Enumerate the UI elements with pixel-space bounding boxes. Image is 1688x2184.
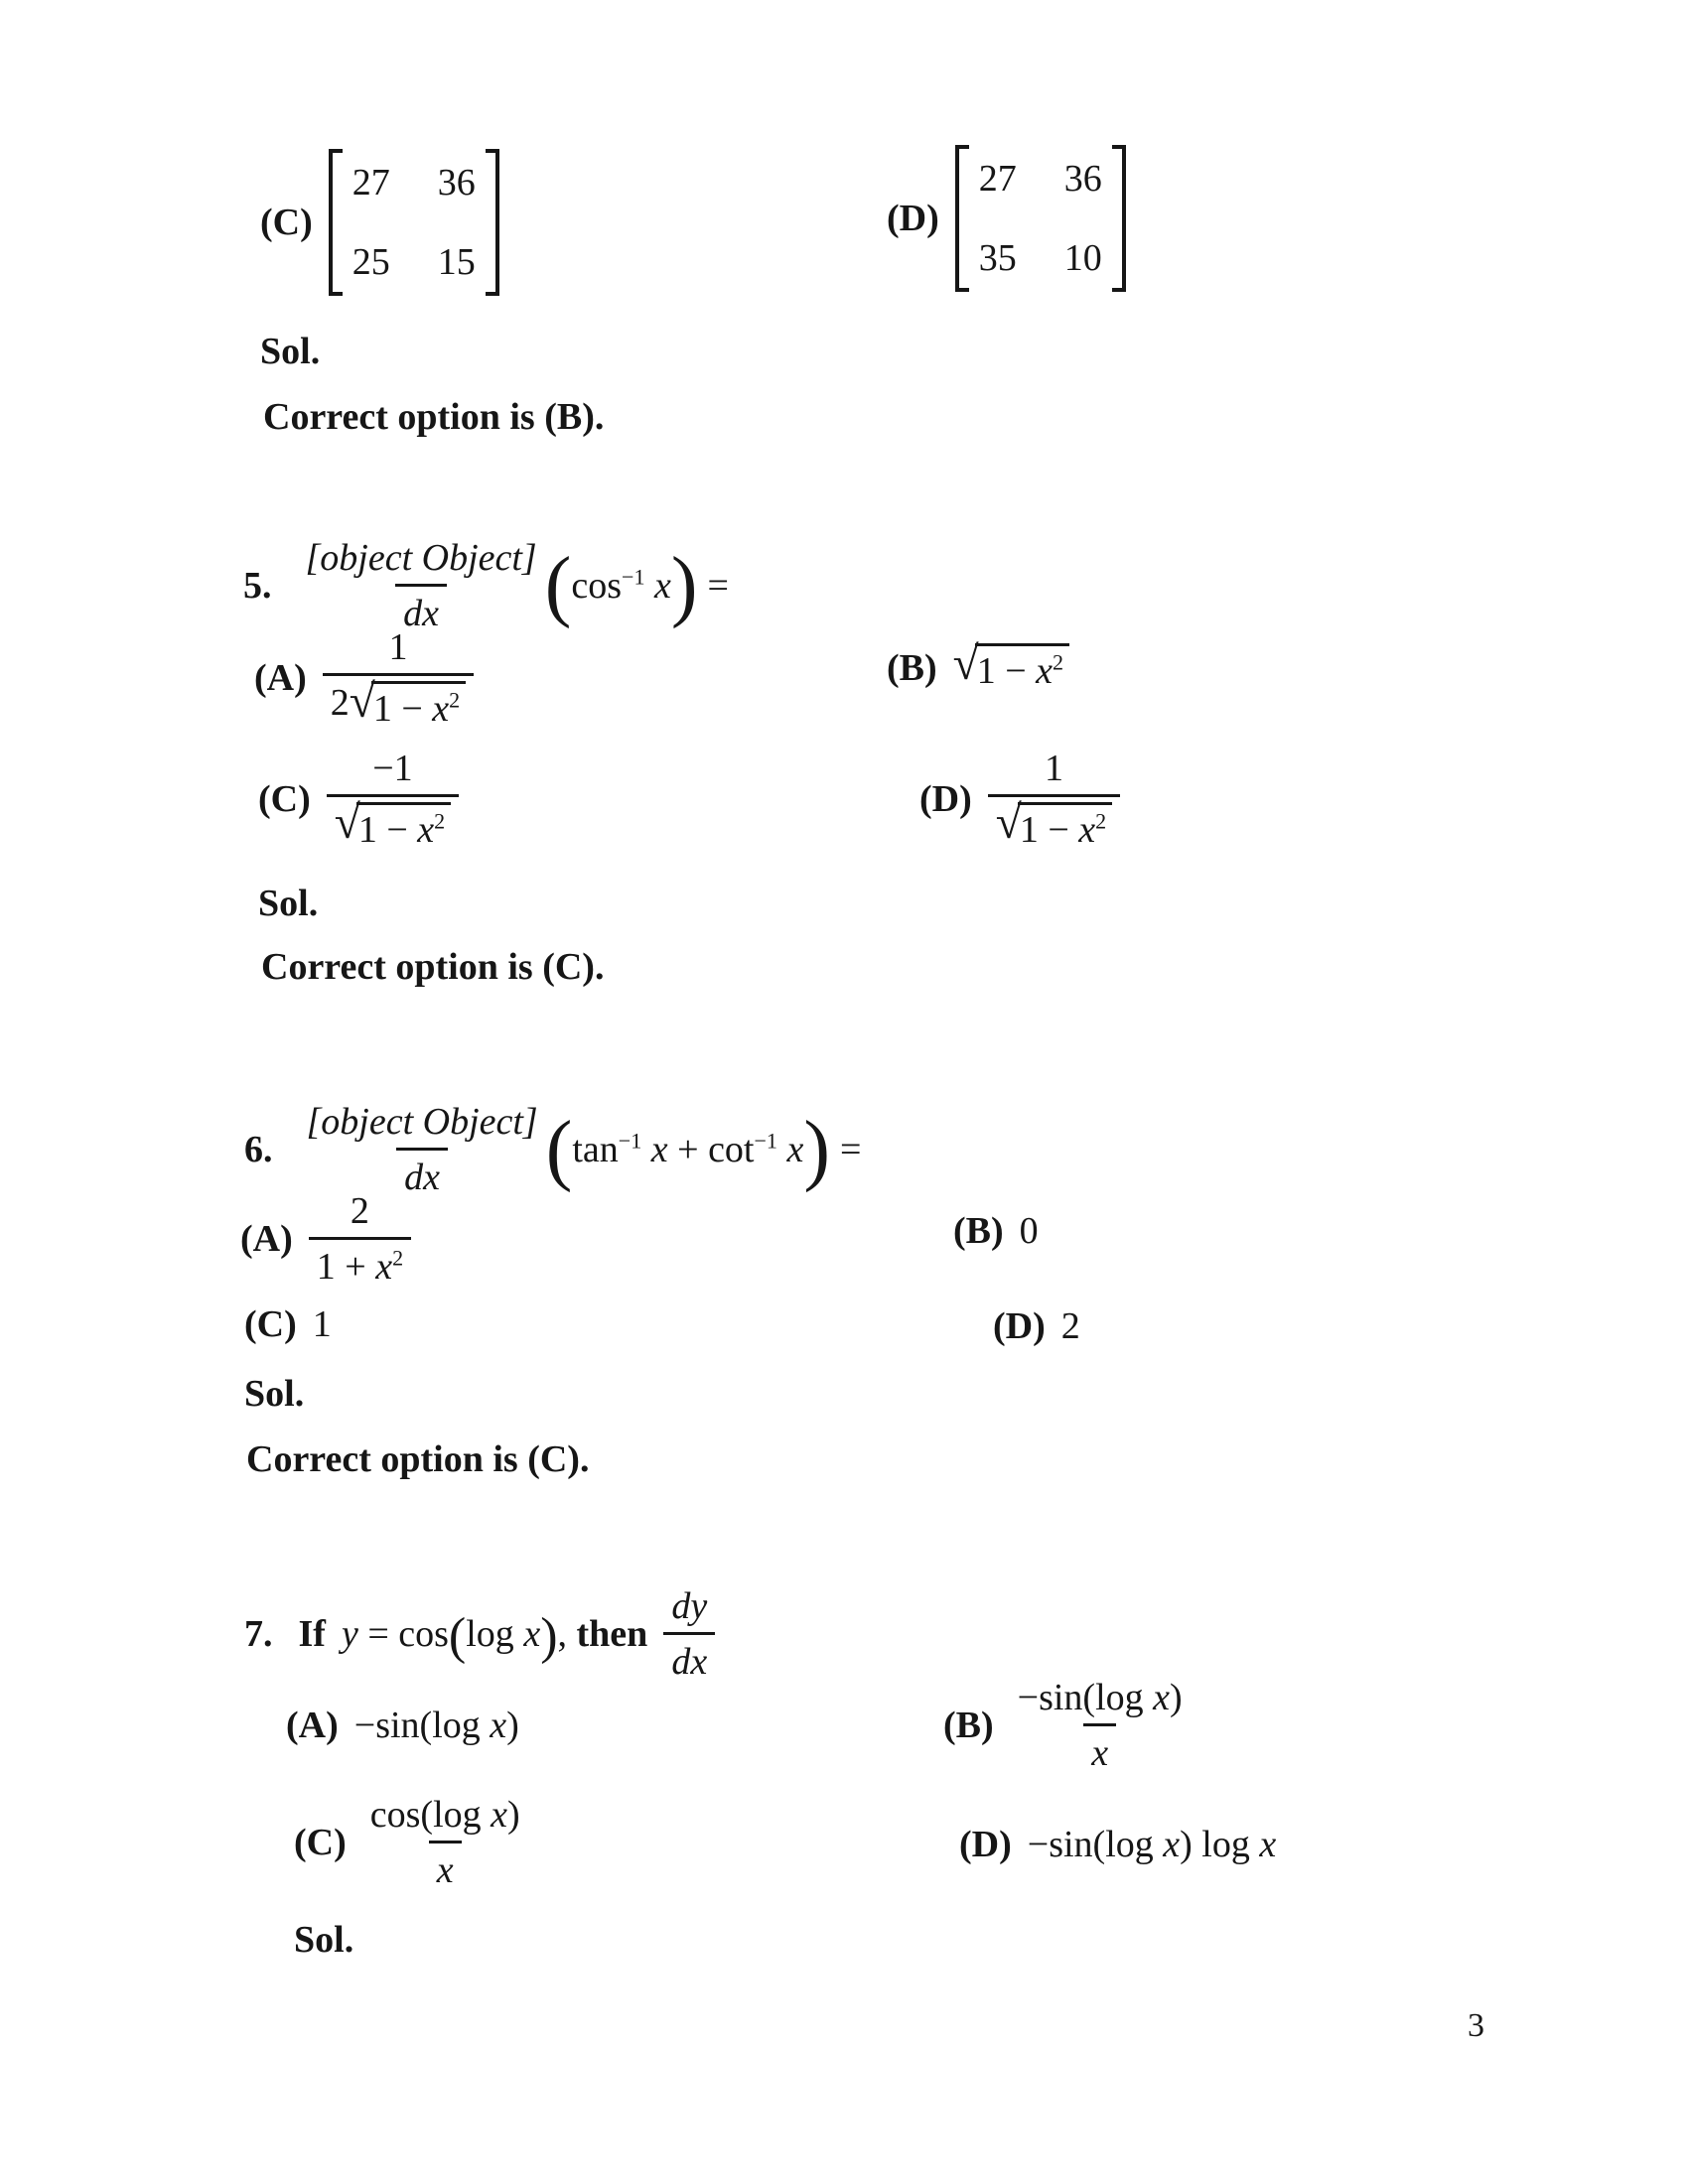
matrix-left-bracket [329,149,343,296]
matrix-cell: 27 [352,162,390,204]
variable-x: x [523,1613,541,1655]
page-number: 3 [1468,2007,1484,2044]
matrix-left-bracket [955,145,969,292]
solution-label: Sol. [244,1373,305,1415]
ddx-fraction [298,536,545,635]
radical-icon: √ [995,797,1022,849]
option-label: (D) [993,1305,1046,1347]
option-label: (B) [953,1210,1004,1252]
matrix-right-bracket [486,149,499,296]
then-word: then [576,1613,648,1655]
variable: x [491,1794,508,1836]
square-root [952,638,1069,693]
numerator: [object Object] [306,1101,538,1143]
expression-text: −sin(log [1017,1677,1144,1718]
option-label: (A) [254,657,307,699]
radical-icon: √ [334,797,360,849]
option-value: 2 [1060,1305,1080,1347]
q7-option-d [959,1823,1276,1866]
numerator: [object Object] [305,537,537,579]
question-number: 5. [243,565,272,607]
option-label: (C) [258,778,311,820]
square-root [334,797,451,852]
radicand-exp: 2 [1095,808,1107,834]
expression-text: cos(log [369,1794,482,1836]
answer-text: Correct option is (B). [263,396,605,438]
radical-icon: √ [349,676,375,728]
numerator: 1 [388,626,408,668]
function-name: cos [398,1613,449,1655]
radicand-text: 1 − [1019,809,1069,851]
denominator: dx [395,584,447,635]
equals-sign: = [367,1613,389,1655]
q6-option-b [953,1209,1039,1253]
square-root [995,797,1112,852]
option-label: (D) [959,1824,1012,1865]
expression: y = cos(log x), then [341,1608,648,1666]
variable: x [650,1129,668,1170]
comma: , [557,1613,568,1655]
matrix-cell: 15 [437,241,476,283]
matrix-right-bracket [1112,145,1126,292]
q5-option-d [919,747,1120,852]
denominator: x [429,1841,462,1892]
expression [571,564,670,608]
matrix-grid [343,149,486,296]
answer-text: Correct option is (C). [261,946,605,988]
q5-option-b [887,638,1069,693]
fraction [323,625,474,731]
variable: x [653,565,671,607]
solution-label: Sol. [258,883,319,924]
prev-option-d [887,145,1126,292]
option-label: (C) [294,1822,347,1863]
denominator [323,673,474,731]
variable: x [1153,1677,1171,1718]
fraction [988,747,1120,852]
option-label: (D) [919,778,972,820]
exponent: −1 [754,1128,777,1154]
solution-label: Sol. [294,1919,354,1961]
q7-stem [244,1584,715,1684]
exponent: −1 [618,1128,642,1154]
radical-icon: √ [952,638,979,690]
q7-option-a [286,1704,519,1747]
ddx-fraction [299,1100,546,1199]
radicand-var: x [1078,809,1096,851]
variable-y: y [341,1613,358,1655]
denominator-text: 1 + [316,1246,366,1288]
radicand [1018,802,1112,852]
numerator: 2 [350,1190,369,1232]
option-label: (A) [240,1218,293,1260]
radicand [975,643,1069,693]
radicand-exp: 2 [434,808,446,834]
expression-text: −sin(log [1027,1824,1154,1865]
option-label: (B) [887,647,937,689]
prev-option-c [260,149,499,296]
matrix-cell: 36 [437,162,476,204]
expression [572,1128,803,1171]
radicand-text: 1 − [357,809,408,851]
numerator [362,1793,528,1841]
option-label: (D) [887,198,939,239]
numerator: dy [671,1585,708,1627]
denominator-exp: 2 [392,1245,404,1271]
denominator-var: x [375,1246,393,1288]
q6-option-d [993,1304,1080,1348]
numerator: −1 [372,748,413,789]
denominator: x [1083,1723,1116,1775]
equals-sign: = [707,565,729,607]
numerator [1010,1676,1191,1723]
matrix-cell: 25 [352,241,390,283]
matrix-grid [969,145,1112,292]
denominator [988,794,1120,852]
denominator [327,794,459,852]
radicand-var: x [1036,650,1054,692]
radicand [356,802,451,852]
option-value: 0 [1019,1210,1039,1252]
denominator: dx [663,1632,715,1684]
option-label: (C) [244,1303,297,1345]
expression-text: ) log [1180,1824,1250,1865]
matrix-cell: 27 [978,158,1017,200]
option-label: (C) [260,202,313,243]
radicand-text: 1 − [372,688,423,730]
q5-stem: 5. $\frac{\text{[object Object]}}{dx}$ ( $\cos^{-1} x$ ) = [243,537,729,634]
exponent: −1 [622,564,645,590]
q7-option-c [294,1793,528,1892]
variable: x [1259,1824,1277,1865]
function-name: tan [572,1129,619,1170]
plus-sign: + [677,1129,699,1170]
radicand-text: 1 − [976,650,1027,692]
matrix [329,149,499,296]
option-value [1028,1823,1276,1866]
expression-text: ) [507,1794,520,1836]
question-number: 6. [244,1129,273,1170]
if-word: If [298,1613,326,1655]
fraction [309,1189,411,1289]
solution-label: Sol. [260,331,321,372]
radicand-exp: 2 [449,687,461,713]
option-value [354,1704,519,1747]
radicand-var: x [432,688,450,730]
square-root [349,676,466,731]
q6-option-a [240,1189,411,1289]
variable: x [490,1705,507,1746]
equals-sign: = [839,1129,862,1170]
option-label: (A) [286,1705,339,1746]
fraction [1010,1676,1191,1775]
q6-stem: 6. $\frac{\text{[object Object]}}{dx}$ ( $\tan^{-1} x + \cot^{-1} x$ ) = [244,1101,862,1198]
coefficient: 2 [330,682,350,724]
option-value: 1 [312,1303,332,1345]
matrix [955,145,1126,292]
answer-text: Correct option is (C). [246,1438,590,1480]
radicand [371,681,466,731]
denominator: dx [396,1148,448,1199]
function-name: cot [708,1129,755,1170]
q6-option-c [244,1302,332,1346]
matrix-cell: 35 [978,237,1017,279]
q5-option-c [258,747,459,852]
function-name: cos [571,565,623,607]
expression-text: −sin(log [353,1705,481,1746]
radicand-exp: 2 [1053,649,1064,675]
fraction [327,747,459,852]
option-label: (B) [943,1705,994,1746]
fraction [362,1793,528,1892]
question-number: 7. [244,1613,273,1655]
log-word: log [466,1613,514,1655]
variable: x [1163,1824,1181,1865]
numerator: 1 [1044,748,1063,789]
expression-text: ) [1170,1677,1183,1718]
q5-option-a [254,625,474,731]
matrix-cell: 10 [1063,237,1102,279]
dydx-fraction [663,1584,715,1684]
matrix-cell: 36 [1063,158,1102,200]
variable: x [786,1129,804,1170]
radicand-var: x [417,809,435,851]
q7-option-b [943,1676,1191,1775]
expression-text: ) [506,1705,519,1746]
denominator [309,1237,411,1289]
